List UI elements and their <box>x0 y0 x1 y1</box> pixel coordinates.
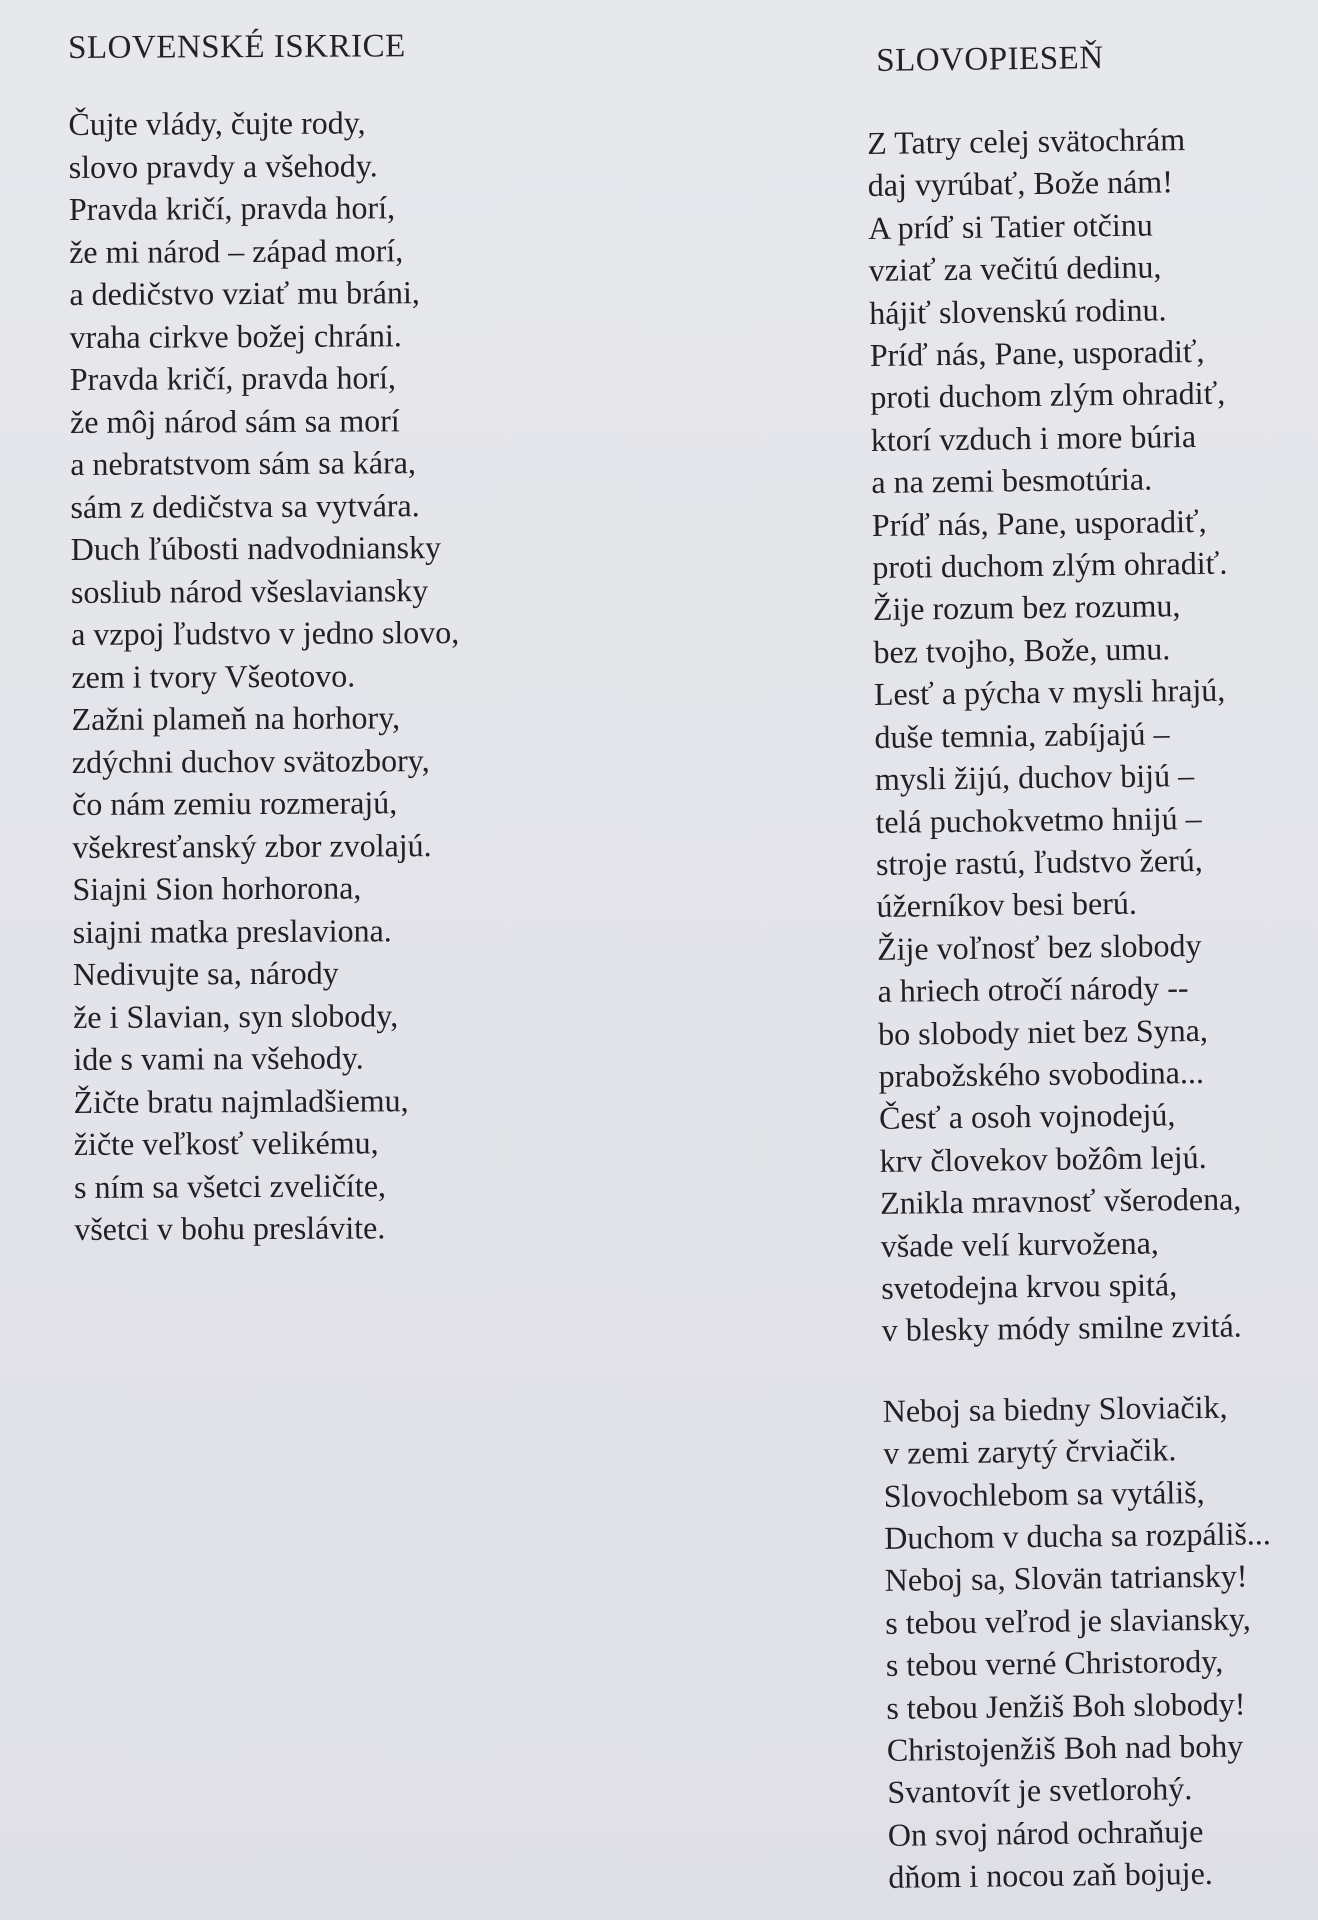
poem-title: SLOVENSKÉ ISKRICE <box>68 28 406 66</box>
poem-line: Z Tatry celej svätochrám <box>867 121 1186 161</box>
poem-line: bo slobody niet bez Syna, <box>877 1011 1209 1052</box>
poem-line: žičte veľkosť velikému, <box>73 1124 379 1162</box>
poem-line: Pravda kričí, pravda horí, <box>68 189 396 227</box>
poem-line: Neboj sa, Slovän tatriansky! <box>884 1557 1248 1599</box>
poem-line: vziať za večitú dedinu, <box>868 248 1162 289</box>
poem-line: zem i tvory Všeotovo. <box>71 657 356 695</box>
poem-line: sosliub národ všeslaviansky <box>70 571 429 610</box>
poem-line: telá puchokvetmo hnijú – <box>875 799 1202 840</box>
poem-line: všade velí kurvožena, <box>880 1224 1160 1264</box>
stanza <box>882 1385 1275 1899</box>
poem-line: Česť a osoh vojnodejú, <box>878 1096 1176 1137</box>
poem-line: v zemi zarytý črviačik. <box>883 1431 1177 1472</box>
poem-line: že môj národ sám sa morí <box>69 401 400 440</box>
poem-line: proti duchom zlým ohradiť, <box>870 375 1226 416</box>
poem-line: zdýchni duchov svätozbory, <box>71 741 430 780</box>
poem-slovopiesen <box>866 38 1275 1898</box>
poem-line: bez tvojho, Bože, umu. <box>873 630 1171 670</box>
poem-line: Christojenžiš Boh nad bohy <box>886 1727 1244 1768</box>
poem-line: a vzpoj ľudstvo v jedno slovo, <box>71 613 460 652</box>
poem-line: ide s vami na všehody. <box>73 1039 364 1077</box>
poem-line: že mi národ – západ morí, <box>69 231 404 270</box>
poem-line: a hriech otročí národy -- <box>877 969 1189 1010</box>
poem-line: Duchom v ducha sa rozpáliš... <box>884 1515 1272 1556</box>
poem-line: a nebratstvom sám sa kára, <box>70 444 417 482</box>
poem-line: s ním sa všetci zveličíte, <box>73 1166 387 1205</box>
stanza <box>867 117 1269 1351</box>
poem-line: Slovochlebom sa vytáliš, <box>883 1473 1205 1514</box>
poem-line: sám z dedičstva sa vytvára. <box>70 486 420 525</box>
poem-line: Nedivujte sa, národy <box>72 954 339 992</box>
poem-line: duše temnia, zabíjajú – <box>874 715 1170 755</box>
poem-line: čo nám zemiu rozmerajú, <box>71 784 398 822</box>
poem-line: všekresťanský zbor zvolajú. <box>72 826 432 865</box>
poem-line: v blesky módy smilne zvitá. <box>881 1307 1242 1349</box>
poem-line: hájiť slovenskú rodinu. <box>869 290 1167 331</box>
poem-line: Znikla mravnosť všerodena, <box>879 1180 1242 1222</box>
poem-line: Svantovít je svetlorohý. <box>887 1770 1193 1811</box>
poem-line: Žije voľnosť bez slobody <box>876 926 1202 967</box>
poem-line: ktorí vzduch i more búria <box>870 417 1197 458</box>
poem-line: všetci v bohu preslávite. <box>74 1209 386 1247</box>
poem-lines <box>68 101 462 1251</box>
poem-line: Pravda kričí, pravda horí, <box>69 359 397 397</box>
poem-line: a dedičstvo vziať mu bráni, <box>69 274 420 312</box>
poem-line: Žičte bratu najmladšiemu, <box>73 1081 409 1120</box>
poem-line: Lesť a pýcha v mysli hrajú, <box>873 671 1226 713</box>
poem-line: že i Slavian, syn slobody, <box>73 996 399 1035</box>
poem-line: daj vyrúbať, Bože nám! <box>867 163 1174 204</box>
poem-line: Čujte vlády, čujte rody, <box>68 104 366 142</box>
poem-slovenske-iskrice <box>68 28 462 1251</box>
poem-line: s tebou verné Christorody, <box>885 1642 1224 1684</box>
poem-line: Príď nás, Pane, usporadiť, <box>869 332 1205 374</box>
poem-line: Duch ľúbosti nadvodniansky <box>70 529 442 567</box>
poem-line: mysli žijú, duchov bijú – <box>874 757 1195 798</box>
poem-line: proti duchom zlým ohradiť. <box>872 544 1228 586</box>
poem-line: prabožského svobodina... <box>878 1053 1205 1094</box>
poem-line: dňom i nocou zaň bojuje. <box>888 1855 1213 1896</box>
poem-line: Siajni Sion horhorona, <box>72 869 362 907</box>
poem-line: vraha cirkve božej chráni. <box>69 316 402 355</box>
poem-stanzas <box>867 117 1275 1898</box>
poem-line: slovo pravdy a všehody. <box>68 146 378 185</box>
poem-line: svetodejna krvou spitá, <box>880 1266 1178 1306</box>
poem-line: a na zemi besmotúria. <box>871 460 1153 501</box>
poem-line: Príď nás, Pane, usporadiť, <box>871 502 1207 543</box>
poem-line: stroje rastú, ľudstvo žerú, <box>875 841 1203 882</box>
poem-title: SLOVOPIESEŇ <box>875 40 1104 79</box>
poem-line: Neboj sa biedny Sloviačik, <box>882 1388 1228 1429</box>
poem-line: úžerníkov besi berú. <box>876 885 1138 925</box>
poem-line: Zažni plameň na horhory, <box>71 699 401 737</box>
poem-line: siajni matka preslaviona. <box>72 911 392 950</box>
poem-line: Žije rozum bez rozumu, <box>872 587 1181 628</box>
poem-line: A príď si Tatier otčinu <box>868 206 1153 246</box>
poem-line: s tebou veľrod je slaviansky, <box>885 1600 1252 1641</box>
poem-line: s tebou Jenžiš Boh slobody! <box>886 1685 1246 1726</box>
poem-line: On svoj národ ochraňuje <box>887 1812 1204 1853</box>
poem-line: krv človekov božôm lejú. <box>879 1138 1207 1179</box>
